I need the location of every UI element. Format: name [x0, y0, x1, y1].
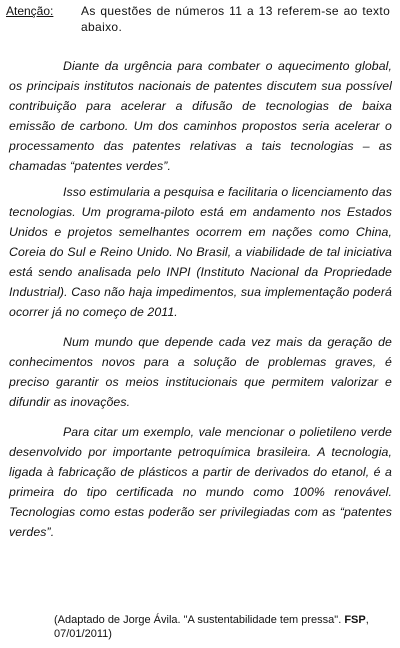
notice-block — [6, 3, 394, 35]
article-text — [9, 56, 392, 542]
source-date: , 07/01/2011) — [54, 614, 369, 640]
article-paragraph: Diante da urgência para combater o aquecimento global, os principais institutos nacionais de patentes discutem sua possível contribuição para acelerar a difusão de tecnologias de baixa emissão de carbono. Um dos caminhos propostos seria acelerar o processamento das patentes relativas a tais tecnologias – as chamadas “patentes verdes”. — [9, 59, 392, 173]
article-paragraph: Num mundo que depende cada vez mais da geração de conhecimentos novos para a solução de problemas graves, é preciso garantir os meios institucionais que permitem valorizar e difundir as inovações. — [9, 335, 392, 409]
notice-text: As questões de números 11 a 13 referem-se ao texto abaixo. — [81, 4, 391, 34]
source-citation — [54, 613, 394, 641]
article-paragraph: Isso estimularia a pesquisa e facilitaria o licenciamento das tecnologias. Um programa-piloto está em andamento nos Estados Unidos e projetos semelhantes ocorrem em nações como China, Coreia do Sul e Reino Unido. No Brasil, a viabilidade de tal iniciativa está sendo analisada pelo INPI (Instituto Nacional da Propriedade Industrial). Caso não haja impedimentos, sua implementação poderá ocorrer já no começo de 2011. — [9, 185, 392, 319]
source-publication: FSP — [344, 614, 366, 626]
article-paragraph: Para citar um exemplo, vale mencionar o polietileno verde desenvolvido por importante petroquímica brasileira. A tecnologia, ligada à fabricação de plásticos a partir de derivados do etanol, é a primeira do tipo certificada no mundo como 100% renovável. Tecnologias como estas poderão ser privilegiadas com as “patentes verdes”. — [9, 425, 392, 539]
source-prefix: (Adaptado de Jorge Ávila. "A sustentabilidade tem pressa". — [54, 614, 342, 626]
notice-label: Atenção: — [6, 4, 54, 18]
